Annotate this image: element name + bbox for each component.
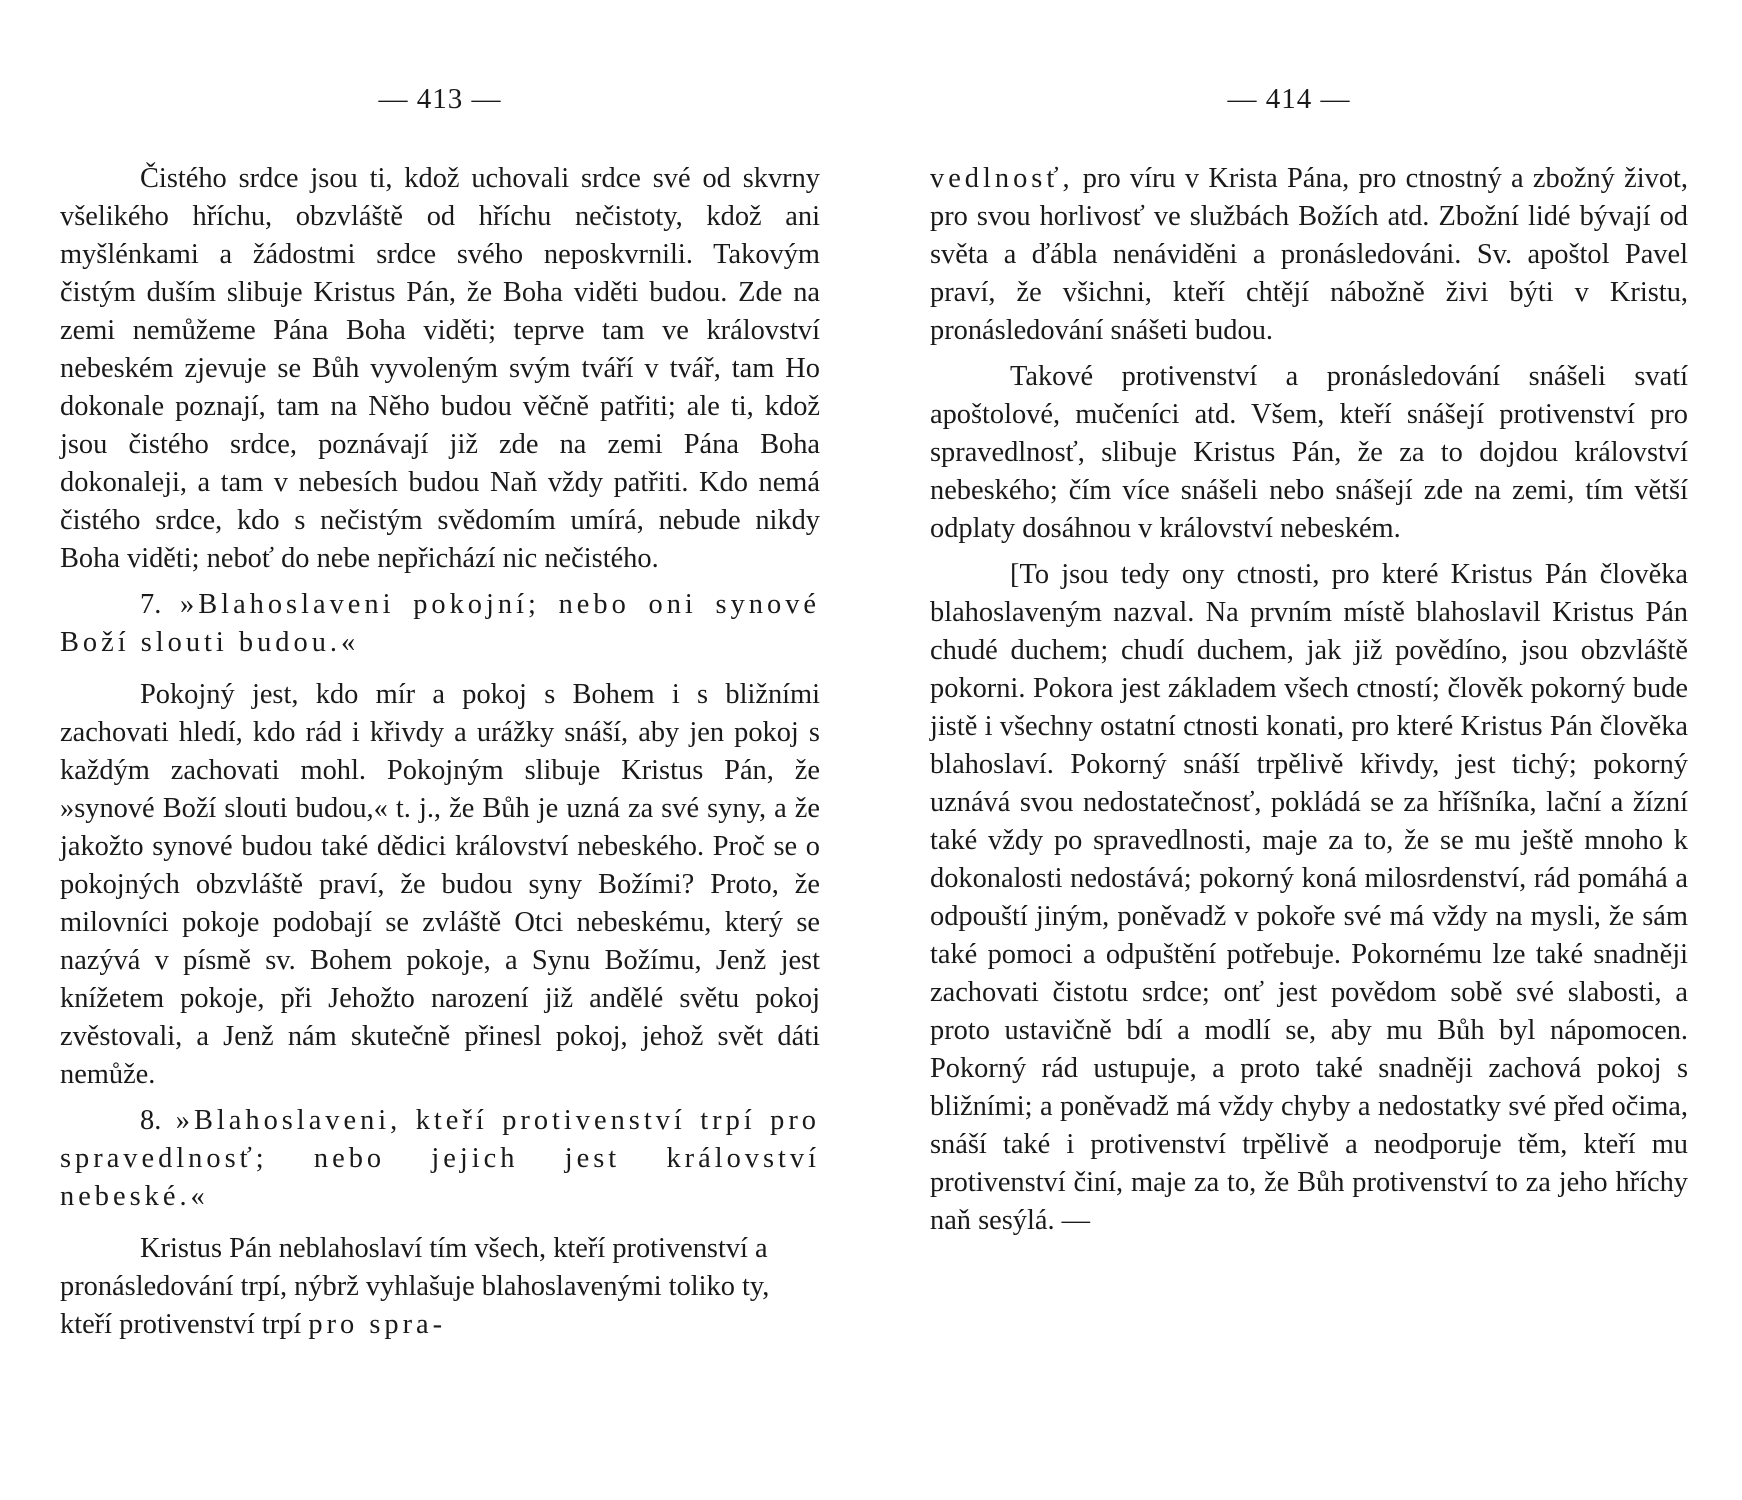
- beatitude-text: »Blahoslaveni pokojní; nebo oni synové Boží slouti budou.«: [60, 589, 820, 658]
- paragraph-persecuted: [60, 1230, 820, 1344]
- left-page-text: [60, 160, 820, 1352]
- beatitude-number: 7.: [140, 589, 162, 620]
- paragraph-text: Kristus Pán neblahoslaví tím všech, kteří protivenství a pronásledování trpí, nýbrž vyhlašuje blahoslavenými toliko ty, kteří protivenství trpí: [60, 1233, 770, 1340]
- paragraph-apostles: Takové protivenství a pronásledování snášeli svatí apoštolové, mučeníci atd. Všem, kteří snášejí protivenství pro spravedlnosť, slibuje Kristus Pán, že za to dojdou království nebeského; čím více snášeli nebo snášejí zde na zemi, tím větší odplaty dosáhnou v království nebeském.: [930, 361, 1688, 544]
- spaced-emphasis: vedlnosť,: [930, 163, 1074, 194]
- page-number-right: — 414 —: [1227, 83, 1351, 115]
- right-page-text: [930, 160, 1688, 1248]
- spaced-emphasis: pro spra-: [308, 1309, 447, 1340]
- beatitude-number: 8.: [140, 1105, 162, 1136]
- paragraph-continuation: [930, 160, 1688, 350]
- beatitude-8: [60, 1102, 820, 1216]
- paragraph-peaceful: Pokojný jest, kdo mír a pokoj s Bohem i s bližními zachovati hledí, kdo rád i křivdy a urážky snáší, aby jen pokoj s každým zachovati mohl. Pokojným slibuje Kristus Pán, že »synové Boží slouti budou,« t. j., že Bůh je uzná za své syny, a že jakožto synové budou také dědici království nebeského. Proč se o pokojných obzvláště praví, že budou syny Božími? Proto, že milovníci pokoje podobají se zvláště Otci nebeskému, který se nazývá v písmě sv. Bohem pokoje, a Synu Božímu, Jenž jest knížetem pokoje, při Jehožto narození již andělé světu pokoj zvěstovali, a Jenž nám skutečně přinesl pokoj, jehož svět dáti nemůže.: [60, 679, 820, 1090]
- paragraph-virtues-summary: [To jsou tedy ony ctnosti, pro které Kristus Pán člověka blahoslaveným nazval. Na prvním místě blahoslavil Kristus Pán chudé duchem; chudí duchem, jak již povědíno, jsou obzvláště pokorni. Pokora jest základem všech ctností; člověk pokorný bude jistě i všechny ostatní ctnosti konati, pro které Kristus Pán člověka blahoslaví. Pokorný snáší trpělivě křivdy, jest tichý; pokorný uznává svou nedostatečnosť, pokládá se za hříšníka, lační a žízní také vždy po spravedlnosti, maje za to, že se mu ještě mnoho k dokonalosti nedostává; pokorný koná milosrdenství, rád pomáhá a odpouští jiným, poněvadž v pokoře své má vždy na mysli, že sám také pomoci a odpuštění potřebuje. Pokornému lze také snadněji zachovati čistotu srdce; onť jest povědom sobě své slabosti, a proto ustavičně bdí a modlí se, aby mu Bůh byl nápomocen. Pokorný rád ustupuje, a proto také snadněji zachová pokoj s bližními; a poněvadž má vždy chyby a nedostatky své před očima, snáší také i protivenství trpělivě a neodporuje těm, kteří mu protivenství činí, maje za to, že Bůh protivenství to za jeho hříchy naň sesýlá. —: [930, 559, 1688, 1236]
- page-number-left: — 413 —: [378, 83, 502, 115]
- paragraph-pure-heart: Čistého srdce jsou ti, kdož uchovali srdce své od skvrny všelikého hříchu, obzvláště od hříchu nečistoty, kdož ani myšlénkami a žádostmi srdce svého neposkvrnili. Takovým čistým duším slibuje Kristus Pán, že Boha viděti budou. Zde na zemi nemůžeme Pána Boha viděti; teprve tam ve království nebeském zjevuje se Bůh vyvoleným svým tváří v tvář, tam Ho dokonale poznají, tam na Něho budou věčně patřiti; ale ti, kdož jsou čistého srdce, poznávají již zde na zemi Pána Boha dokonaleji, a tam v nebesích budou Naň vždy patřiti. Kdo nemá čistého srdce, kdo s nečistým svědomím umírá, nebude nikdy Boha viděti; neboť do nebe nepřichází nic nečistého.: [60, 163, 820, 574]
- right-page: [930, 0, 1688, 1500]
- beatitude-text: »Blahoslaveni, kteří protivenství trpí pro spravedlnosť; nebo jejich jest království nebeské.«: [60, 1105, 820, 1212]
- paragraph-text: pro víru v Krista Pána, pro ctnostný a zbožný život, pro svou horlivosť ve službách Božích atd. Zbožní lidé bývají od světa a ďábla nenáviděni a pronásledováni. Sv. apoštol Pavel praví, že všichni, kteří chtějí nábožně živi býti v Kristu, pronásledování snášeti budou.: [930, 163, 1688, 346]
- left-page: [60, 0, 820, 1500]
- beatitude-7: [60, 586, 820, 662]
